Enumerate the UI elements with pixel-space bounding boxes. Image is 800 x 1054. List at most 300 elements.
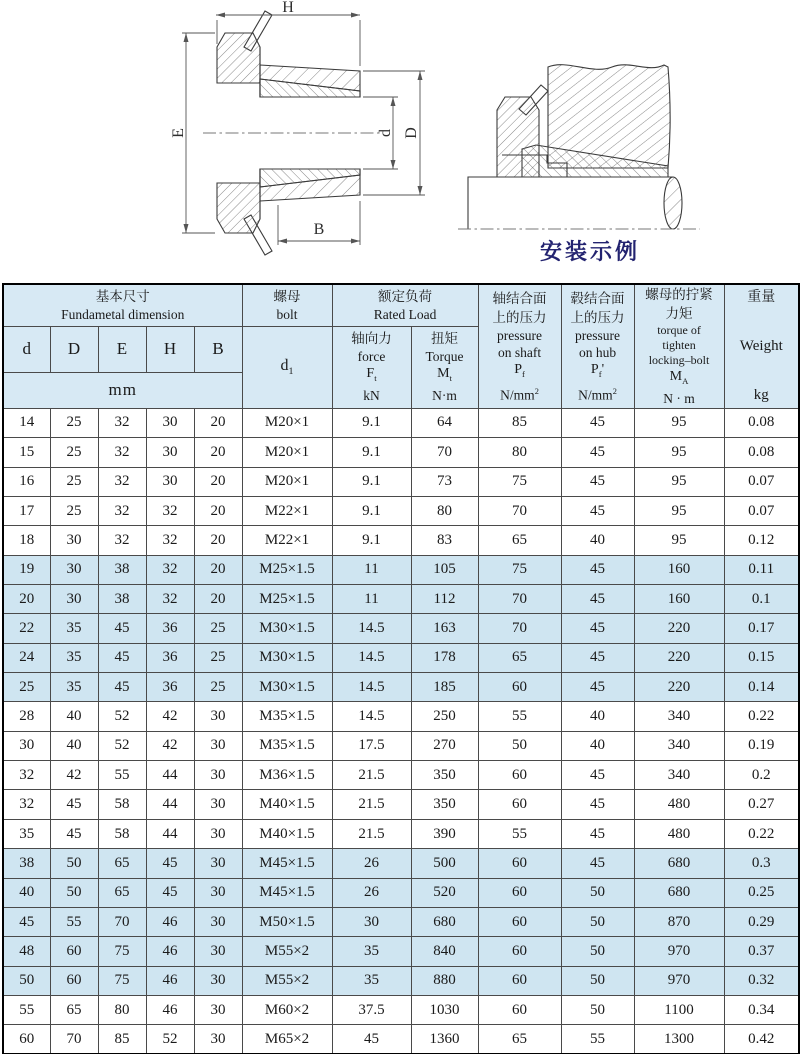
table-cell: 112 <box>411 584 478 613</box>
table-cell: M55×2 <box>242 937 332 966</box>
table-cell: 95 <box>634 496 724 525</box>
table-cell: 20 <box>194 526 242 555</box>
table-cell: 30 <box>194 819 242 848</box>
table-row <box>3 438 799 467</box>
table-cell: 0.29 <box>724 907 799 936</box>
table-cell: 0.32 <box>724 966 799 995</box>
table-cell: 0.07 <box>724 467 799 496</box>
table-cell: 0.34 <box>724 995 799 1024</box>
table-row <box>3 408 799 437</box>
table-cell: 270 <box>411 731 478 760</box>
table-cell: 45 <box>561 408 634 437</box>
table-cell: 65 <box>478 526 561 555</box>
table-cell: 83 <box>411 526 478 555</box>
table-row <box>3 849 799 878</box>
table-cell: 80 <box>411 496 478 525</box>
table-cell: 32 <box>146 555 194 584</box>
table-cell: 38 <box>3 849 50 878</box>
table-cell: 0.25 <box>724 878 799 907</box>
installation-example-drawing <box>452 18 712 263</box>
table-cell: 20 <box>194 467 242 496</box>
table-cell: 35 <box>50 614 98 643</box>
col-header-b: B <box>194 326 242 372</box>
table-cell: 32 <box>98 467 146 496</box>
table-cell: 520 <box>411 878 478 907</box>
table-cell: 42 <box>146 702 194 731</box>
table-cell: 55 <box>561 1025 634 1054</box>
table-cell: 17 <box>3 496 50 525</box>
table-cell: M40×1.5 <box>242 819 332 848</box>
col-header-torque: 扭矩 Torque $M_t$ N·m <box>411 326 478 408</box>
table-cell: 35 <box>332 937 411 966</box>
table-cell: 85 <box>98 1025 146 1054</box>
col-header-axial-force: 轴向力 force $F_t$ kN <box>332 326 411 408</box>
table-cell: 250 <box>411 702 478 731</box>
table-cell: 52 <box>146 1025 194 1054</box>
table-cell: 20 <box>194 408 242 437</box>
col-header-pressure-on-hub: 毂结合面 上的压力 pressure on hub $P_f'$ $N/mm^2$ <box>561 284 634 408</box>
table-cell: 35 <box>50 673 98 702</box>
table-cell: 390 <box>411 819 478 848</box>
table-cell: 0.1 <box>724 584 799 613</box>
table-cell: 45 <box>561 614 634 643</box>
table-cell: 46 <box>146 907 194 936</box>
table-cell: 95 <box>634 526 724 555</box>
table-cell: 32 <box>98 408 146 437</box>
col-header-basic-dimension: 基本尺寸 Fundametal dimension <box>3 284 242 326</box>
table-cell: 26 <box>332 849 411 878</box>
table-cell: 11 <box>332 555 411 584</box>
table-cell: 58 <box>98 819 146 848</box>
table-cell: 85 <box>478 408 561 437</box>
table-cell: 1030 <box>411 995 478 1024</box>
table-cell: M30×1.5 <box>242 614 332 643</box>
table-cell: M25×1.5 <box>242 555 332 584</box>
table-cell: 21.5 <box>332 790 411 819</box>
table-cell: 36 <box>146 643 194 672</box>
table-cell: 52 <box>98 702 146 731</box>
table-cell: 40 <box>561 731 634 760</box>
table-cell: 30 <box>194 995 242 1024</box>
table-cell: 45 <box>561 467 634 496</box>
table-cell: 970 <box>634 966 724 995</box>
dim-label-e: E <box>170 128 187 138</box>
table-cell: 45 <box>98 673 146 702</box>
table-cell: 500 <box>411 849 478 878</box>
nut-section <box>497 97 539 177</box>
table-cell: 0.14 <box>724 673 799 702</box>
table-cell: 20 <box>3 584 50 613</box>
table-cell: 38 <box>98 555 146 584</box>
table-cell: 160 <box>634 555 724 584</box>
table-cell: 45 <box>561 819 634 848</box>
table-row <box>3 702 799 731</box>
table-cell: 45 <box>3 907 50 936</box>
col-header-h: H <box>146 326 194 372</box>
table-cell: 37.5 <box>332 995 411 1024</box>
table-row <box>3 966 799 995</box>
table-cell: 70 <box>478 496 561 525</box>
table-cell: 55 <box>50 907 98 936</box>
table-cell: 30 <box>146 467 194 496</box>
table-cell: 75 <box>478 467 561 496</box>
table-cell: 11 <box>332 584 411 613</box>
table-cell: 20 <box>194 438 242 467</box>
table-cell: 22 <box>3 614 50 643</box>
table-cell: 45 <box>561 643 634 672</box>
table-cell: 160 <box>634 584 724 613</box>
table-cell: 30 <box>146 438 194 467</box>
table-cell: 25 <box>50 496 98 525</box>
table-cell: 15 <box>3 438 50 467</box>
table-cell: 32 <box>146 526 194 555</box>
table-row <box>3 995 799 1024</box>
table-cell: 0.3 <box>724 849 799 878</box>
table-cell: 75 <box>98 966 146 995</box>
table-cell: 220 <box>634 643 724 672</box>
table-cell: 42 <box>50 761 98 790</box>
table-cell: 185 <box>411 673 478 702</box>
table-cell: M25×1.5 <box>242 584 332 613</box>
table-cell: 73 <box>411 467 478 496</box>
table-cell: 30 <box>194 702 242 731</box>
table-cell: 35 <box>50 643 98 672</box>
table-row <box>3 496 799 525</box>
table-cell: M22×1 <box>242 526 332 555</box>
table-cell: 20 <box>194 584 242 613</box>
table-cell: 25 <box>50 408 98 437</box>
table-row <box>3 467 799 496</box>
table-cell: M40×1.5 <box>242 790 332 819</box>
table-cell: 60 <box>3 1025 50 1054</box>
dim-label-b: B <box>313 221 325 238</box>
table-cell: 60 <box>478 907 561 936</box>
table-cell: M20×1 <box>242 467 332 496</box>
table-cell: 30 <box>194 937 242 966</box>
table-cell: 21.5 <box>332 761 411 790</box>
table-cell: M30×1.5 <box>242 673 332 702</box>
table-cell: 25 <box>3 673 50 702</box>
table-cell: M50×1.5 <box>242 907 332 936</box>
table-cell: 60 <box>50 937 98 966</box>
table-row <box>3 584 799 613</box>
table-cell: 80 <box>478 438 561 467</box>
table-cell: 30 <box>194 878 242 907</box>
table-cell: 0.22 <box>724 819 799 848</box>
table-cell: 21.5 <box>332 819 411 848</box>
table-cell: 50 <box>561 995 634 1024</box>
table-cell: 19 <box>3 555 50 584</box>
table-row <box>3 819 799 848</box>
dim-label-dd: D <box>403 127 420 139</box>
table-cell: 1300 <box>634 1025 724 1054</box>
table-cell: 45 <box>561 790 634 819</box>
table-cell: 163 <box>411 614 478 643</box>
table-cell: 30 <box>194 849 242 878</box>
table-cell: 80 <box>98 995 146 1024</box>
table-cell: 58 <box>98 790 146 819</box>
table-cell: 60 <box>478 995 561 1024</box>
table-cell: 45 <box>146 849 194 878</box>
table-cell: 9.1 <box>332 467 411 496</box>
table-cell: 60 <box>478 966 561 995</box>
spec-table <box>2 283 800 1054</box>
table-cell: 45 <box>561 673 634 702</box>
table-cell: 16 <box>3 467 50 496</box>
table-cell: 32 <box>98 438 146 467</box>
table-cell: 50 <box>561 878 634 907</box>
table-cell: 45 <box>561 438 634 467</box>
table-cell: 340 <box>634 761 724 790</box>
table-cell: 50 <box>3 966 50 995</box>
table-cell: M35×1.5 <box>242 702 332 731</box>
table-cell: 25 <box>50 438 98 467</box>
table-cell: 32 <box>146 496 194 525</box>
installation-caption: 安装示例 <box>539 239 640 264</box>
table-cell: 44 <box>146 819 194 848</box>
table-cell: 105 <box>411 555 478 584</box>
table-cell: 30 <box>146 408 194 437</box>
table-cell: 24 <box>3 643 50 672</box>
table-cell: 35 <box>3 819 50 848</box>
table-cell: 17.5 <box>332 731 411 760</box>
table-cell: 60 <box>50 966 98 995</box>
table-cell: 220 <box>634 673 724 702</box>
table-cell: 840 <box>411 937 478 966</box>
table-cell: 0.19 <box>724 731 799 760</box>
col-header-d: d <box>3 326 50 372</box>
shaft-end <box>664 177 682 229</box>
table-cell: 880 <box>411 966 478 995</box>
table-cell: 680 <box>634 849 724 878</box>
table-cell: 9.1 <box>332 408 411 437</box>
table-cell: 75 <box>478 555 561 584</box>
table-cell: 50 <box>561 937 634 966</box>
table-row <box>3 731 799 760</box>
table-cell: 25 <box>194 614 242 643</box>
table-cell: 35 <box>332 966 411 995</box>
table-cell: 45 <box>50 819 98 848</box>
table-cell: 50 <box>478 731 561 760</box>
table-cell: 75 <box>98 937 146 966</box>
table-cell: 70 <box>50 1025 98 1054</box>
table-cell: 1100 <box>634 995 724 1024</box>
table-cell: 50 <box>50 849 98 878</box>
table-cell: 45 <box>561 849 634 878</box>
table-cell: 28 <box>3 702 50 731</box>
col-header-weight: 重量 Weight kg <box>724 284 799 408</box>
table-row <box>3 790 799 819</box>
table-cell: 25 <box>50 467 98 496</box>
table-cell: M20×1 <box>242 438 332 467</box>
table-cell: 14.5 <box>332 702 411 731</box>
table-cell: 65 <box>98 878 146 907</box>
table-cell: 45 <box>561 761 634 790</box>
table-cell: 46 <box>146 995 194 1024</box>
table-cell: 30 <box>194 907 242 936</box>
table-cell: 178 <box>411 643 478 672</box>
table-cell: 350 <box>411 761 478 790</box>
nut-section-lower <box>217 183 260 233</box>
nut-section-upper <box>217 33 260 83</box>
table-cell: 45 <box>561 496 634 525</box>
table-cell: 52 <box>98 731 146 760</box>
table-cell: M60×2 <box>242 995 332 1024</box>
table-cell: 46 <box>146 937 194 966</box>
table-cell: 45 <box>561 584 634 613</box>
table-cell: 30 <box>50 555 98 584</box>
table-cell: 9.1 <box>332 526 411 555</box>
table-cell: 48 <box>3 937 50 966</box>
table-cell: 30 <box>50 584 98 613</box>
table-row <box>3 555 799 584</box>
col-header-pressure-on-shaft: 轴结合面 上的压力 pressure on shaft $P_f$ $N/mm^2$ <box>478 284 561 408</box>
table-cell: M55×2 <box>242 966 332 995</box>
table-cell: 95 <box>634 408 724 437</box>
table-cell: 32 <box>146 584 194 613</box>
table-cell: 36 <box>146 614 194 643</box>
table-cell: 32 <box>98 526 146 555</box>
table-cell: 0.12 <box>724 526 799 555</box>
table-body <box>3 408 799 1054</box>
table-cell: 350 <box>411 790 478 819</box>
table-cell: 26 <box>332 878 411 907</box>
table-cell: 60 <box>478 849 561 878</box>
table-cell: 36 <box>146 673 194 702</box>
table-cell: 64 <box>411 408 478 437</box>
table-cell: 30 <box>332 907 411 936</box>
table-cell: 65 <box>478 1025 561 1054</box>
table-cell: M22×1 <box>242 496 332 525</box>
table-row <box>3 878 799 907</box>
table-cell: 32 <box>3 761 50 790</box>
table-cell: 0.15 <box>724 643 799 672</box>
table-cell: 50 <box>561 907 634 936</box>
table-row <box>3 1025 799 1054</box>
shaft-outline <box>468 177 673 229</box>
table-cell: 0.08 <box>724 408 799 437</box>
table-cell: 340 <box>634 731 724 760</box>
table-cell: 45 <box>98 614 146 643</box>
table-cell: 0.07 <box>724 496 799 525</box>
table-cell: 44 <box>146 790 194 819</box>
table-cell: 9.1 <box>332 438 411 467</box>
table-cell: 40 <box>561 702 634 731</box>
table-row <box>3 907 799 936</box>
table-cell: 30 <box>194 761 242 790</box>
table-cell: M65×2 <box>242 1025 332 1054</box>
col-header-d1: $d_1$ <box>242 326 332 408</box>
table-cell: 680 <box>634 878 724 907</box>
col-header-mm: mm <box>3 372 242 408</box>
table-cell: 70 <box>478 584 561 613</box>
col-header-bolt: 螺母 bolt <box>242 284 332 326</box>
table-cell: 95 <box>634 438 724 467</box>
table-cell: 70 <box>98 907 146 936</box>
table-cell: 40 <box>3 878 50 907</box>
table-cell: 70 <box>411 438 478 467</box>
table-cell: 45 <box>332 1025 411 1054</box>
table-cell: 30 <box>194 731 242 760</box>
table-cell: 18 <box>3 526 50 555</box>
table-cell: 45 <box>98 643 146 672</box>
table-cell: 55 <box>98 761 146 790</box>
table-row <box>3 643 799 672</box>
table-cell: 0.37 <box>724 937 799 966</box>
table-cell: 220 <box>634 614 724 643</box>
table-cell: 30 <box>50 526 98 555</box>
table-cell: 0.42 <box>724 1025 799 1054</box>
table-cell: 55 <box>478 702 561 731</box>
table-cell: 680 <box>411 907 478 936</box>
table-cell: 50 <box>561 966 634 995</box>
table-cell: 870 <box>634 907 724 936</box>
table-cell: 40 <box>50 731 98 760</box>
col-header-rated-load: 额定负荷 Rated Load <box>332 284 478 326</box>
table-cell: 46 <box>146 966 194 995</box>
table-cell: 45 <box>146 878 194 907</box>
col-header-dd: D <box>50 326 98 372</box>
table-cell: 42 <box>146 731 194 760</box>
table-cell: 65 <box>50 995 98 1024</box>
table-cell: 95 <box>634 467 724 496</box>
table-cell: 0.2 <box>724 761 799 790</box>
table-cell: 9.1 <box>332 496 411 525</box>
table-cell: M35×1.5 <box>242 731 332 760</box>
table-cell: 60 <box>478 673 561 702</box>
table-row <box>3 526 799 555</box>
table-cell: 65 <box>98 849 146 878</box>
col-header-e: E <box>98 326 146 372</box>
table-cell: 480 <box>634 790 724 819</box>
table-cell: 970 <box>634 937 724 966</box>
table-cell: 30 <box>194 966 242 995</box>
table-row <box>3 673 799 702</box>
table-cell: 14.5 <box>332 614 411 643</box>
table-cell: 60 <box>478 761 561 790</box>
table-cell: 20 <box>194 496 242 525</box>
table-cell: 480 <box>634 819 724 848</box>
table-cell: 40 <box>561 526 634 555</box>
table-cell: 14.5 <box>332 673 411 702</box>
table-cell: M36×1.5 <box>242 761 332 790</box>
table-cell: M45×1.5 <box>242 849 332 878</box>
table-cell: 0.22 <box>724 702 799 731</box>
table-cell: 30 <box>194 790 242 819</box>
table-cell: 0.11 <box>724 555 799 584</box>
table-cell: 70 <box>478 614 561 643</box>
table-cell: 0.27 <box>724 790 799 819</box>
table-cell: 45 <box>50 790 98 819</box>
table-cell: 32 <box>98 496 146 525</box>
table-cell: 30 <box>194 1025 242 1054</box>
table-cell: 25 <box>194 643 242 672</box>
col-header-tightening-torque: 螺母的拧紧 力矩 torque of tighten locking–bolt $M_A$ N · m <box>634 284 724 408</box>
table-header <box>3 284 799 408</box>
table-cell: 30 <box>3 731 50 760</box>
table-cell: M30×1.5 <box>242 643 332 672</box>
table-cell: 45 <box>561 555 634 584</box>
table-cell: 55 <box>478 819 561 848</box>
table-cell: 60 <box>478 790 561 819</box>
table-cell: 25 <box>194 673 242 702</box>
dim-label-h: H <box>282 0 294 16</box>
table-cell: M45×1.5 <box>242 878 332 907</box>
table-cell: 65 <box>478 643 561 672</box>
table-cell: 0.08 <box>724 438 799 467</box>
table-cell: 38 <box>98 584 146 613</box>
table-cell: M20×1 <box>242 408 332 437</box>
